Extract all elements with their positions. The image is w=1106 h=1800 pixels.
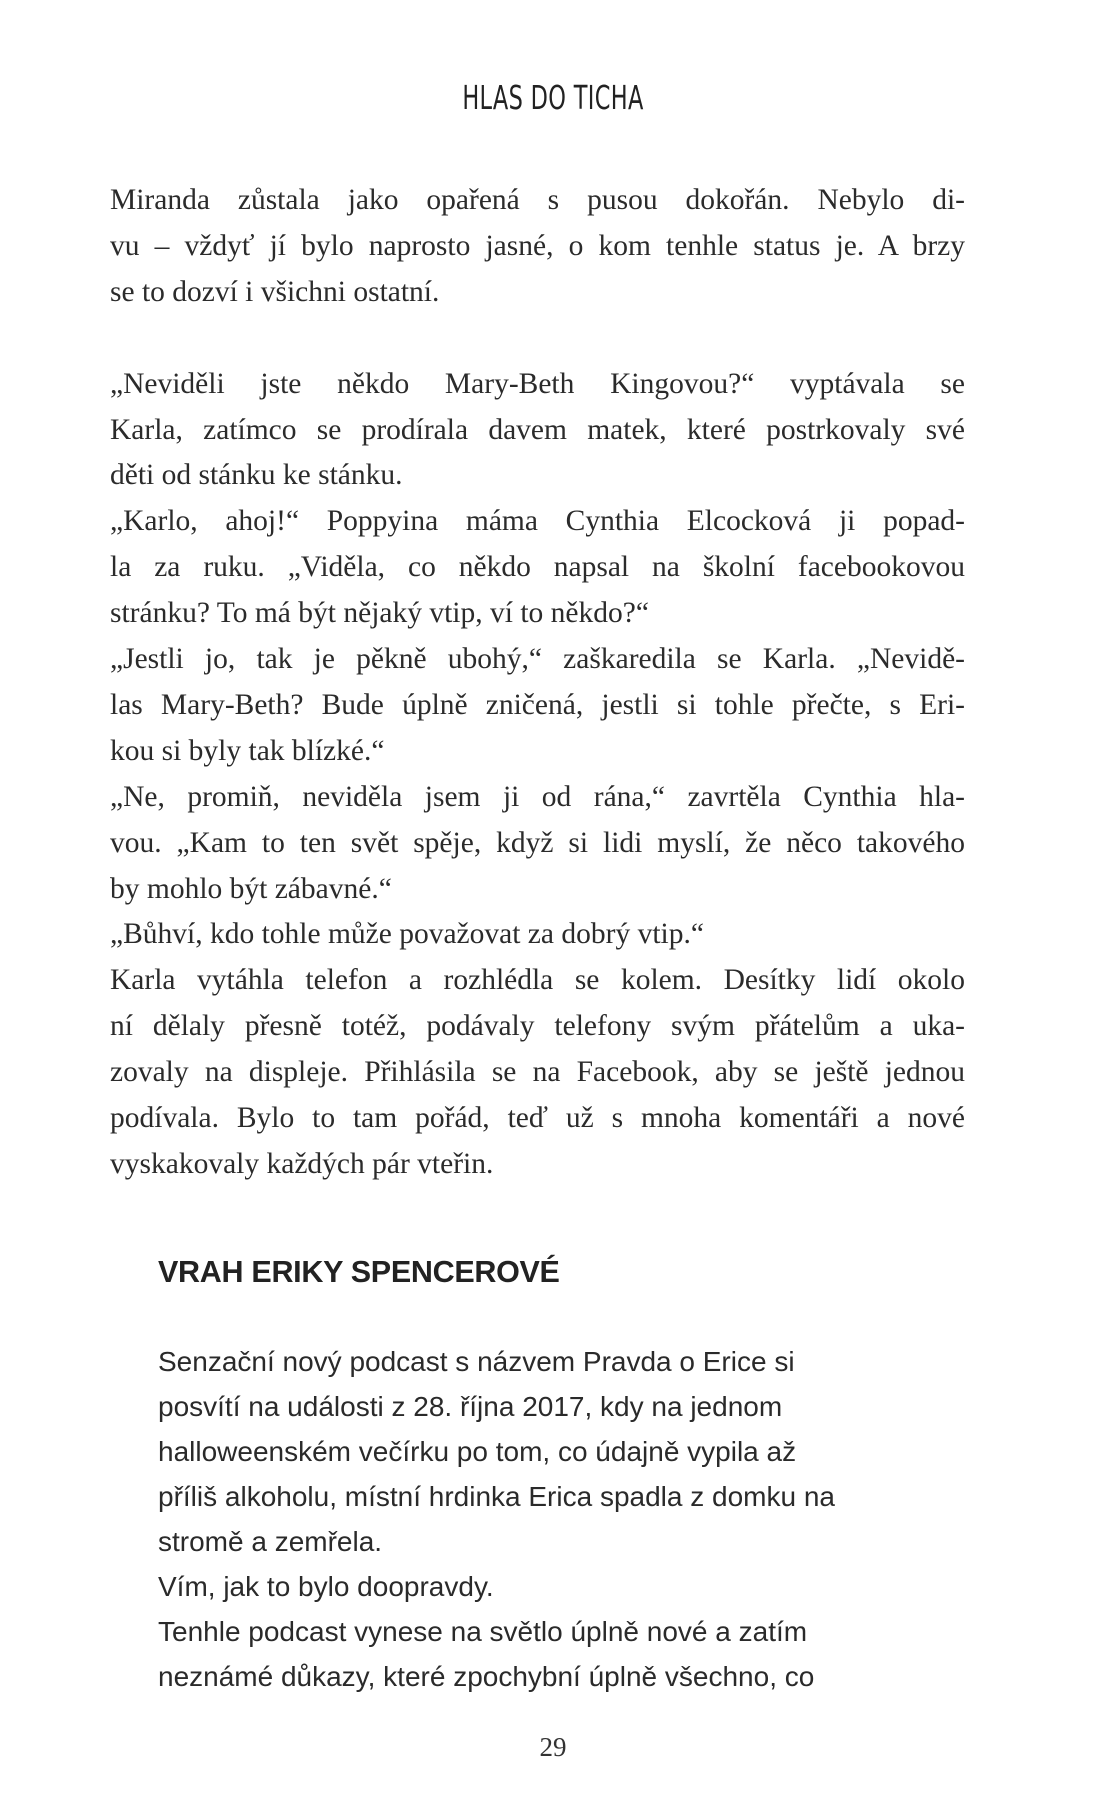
text-line: zovaly na displeje. Přihlásila se na Facebook, aby se ještě jednou bbox=[110, 1056, 965, 1089]
post-line: Vím, jak to bylo doopravdy. bbox=[158, 1571, 494, 1602]
running-head: HLAS DO TICHA bbox=[462, 78, 644, 117]
text-line: „Ne, promiň, neviděla jsem ji od rána,“ zavrtěla Cynthia hla- bbox=[110, 780, 965, 813]
paragraph bbox=[110, 637, 965, 775]
paragraph bbox=[110, 362, 965, 500]
text-line: vyskakovaly každých pár vteřin. bbox=[110, 1147, 494, 1180]
post-line: stromě a zemřela. bbox=[158, 1526, 383, 1557]
paragraph bbox=[110, 178, 965, 316]
paragraph bbox=[110, 912, 965, 958]
text-line: „Jestli jo, tak je pěkně ubohý,“ zaškaredila se Karla. „Nevidě- bbox=[110, 643, 965, 676]
text-line: se to dozví i všichni ostatní. bbox=[110, 275, 440, 308]
text-line: las Mary-Beth? Bude úplně zničená, jestli si tohle přečte, s Eri- bbox=[110, 688, 965, 721]
paragraph bbox=[110, 958, 965, 1187]
post-line: Senzační nový podcast s názvem Pravda o Erice si bbox=[158, 1346, 795, 1377]
text-line: la za ruku. „Viděla, co někdo napsal na školní facebookovou bbox=[110, 551, 965, 584]
post-line: Tenhle podcast vynese na světlo úplně nové a zatím bbox=[158, 1616, 808, 1647]
body-text bbox=[110, 178, 965, 1188]
text-line: „Neviděli jste někdo Mary-Beth Kingovou?“ vyptávala se bbox=[110, 367, 965, 400]
page-number: 29 bbox=[539, 1732, 567, 1762]
text-line: Miranda zůstala jako opařená s pusou dokořán. Nebylo di- bbox=[110, 184, 965, 216]
post-line: příliš alkoholu, místní hrdinka Erica spadla z domku na bbox=[158, 1481, 835, 1512]
text-line: děti od stánku ke stánku. bbox=[110, 459, 403, 492]
text-line: ní dělaly přesně totéž, podávaly telefony svým přátelům a uka- bbox=[110, 1010, 965, 1043]
post-line: neznámé důkazy, které zpochybní úplně všechno, co bbox=[158, 1661, 815, 1692]
text-line: by mohlo být zábavné.“ bbox=[110, 872, 392, 905]
text-line: podívala. Bylo to tam pořád, teď už s mnoha komentáři a nové bbox=[110, 1102, 965, 1135]
paragraph bbox=[110, 775, 965, 913]
text-line: vu – vždyť jí bylo naprosto jasné, o kom tenhle status je. A brzy bbox=[110, 229, 965, 262]
post-line: posvítí na události z 28. října 2017, kdy na jednom bbox=[158, 1391, 783, 1422]
facebook-post-excerpt bbox=[158, 1242, 948, 1699]
text-line: Karla vytáhla telefon a rozhlédla se kolem. Desítky lidí okolo bbox=[110, 964, 965, 997]
paragraph-gap bbox=[110, 316, 965, 362]
post-title: VRAH ERIKY SPENCEROVÉ bbox=[158, 1255, 560, 1289]
post-body bbox=[158, 1339, 948, 1699]
post-line: halloweenském večírku po tom, co údajně vypila až bbox=[158, 1436, 797, 1467]
text-line: Karla, zatímco se prodírala davem matek, které postrkovaly své bbox=[110, 413, 965, 446]
text-line: stránku? To má být nějaký vtip, ví to někdo?“ bbox=[110, 597, 649, 630]
text-line: vou. „Kam to ten svět spěje, když si lidi myslí, že něco takového bbox=[110, 826, 965, 859]
paragraph bbox=[110, 499, 965, 637]
text-line: „Bůhví, kdo tohle může považovat za dobrý vtip.“ bbox=[110, 918, 704, 951]
text-line: „Karlo, ahoj!“ Poppyina máma Cynthia Elcocková ji popad- bbox=[110, 505, 965, 538]
text-line: kou si byly tak blízké.“ bbox=[110, 734, 385, 767]
